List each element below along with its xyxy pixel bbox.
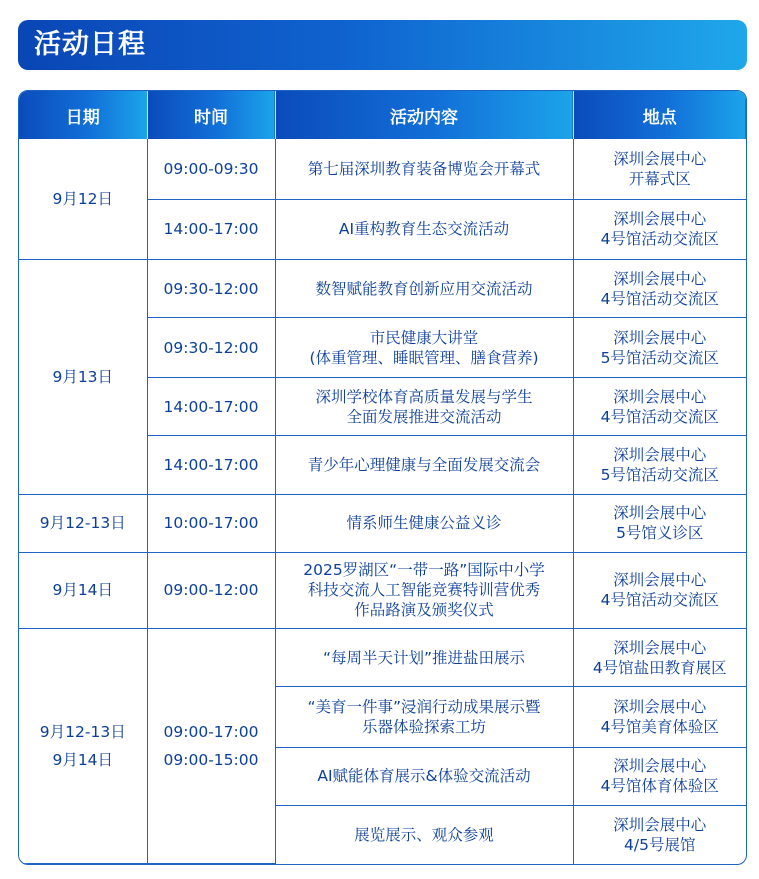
table-row (19, 139, 746, 199)
venue-cell (573, 687, 746, 747)
venue-area: 4号馆体育体验区 (600, 777, 719, 796)
activity-cell (275, 378, 573, 436)
date-text: 9月14日 (52, 581, 114, 600)
activity-cell (275, 199, 573, 259)
date-text: 9月12日 (52, 189, 114, 208)
venue-name: 深圳会展中心 (613, 387, 707, 406)
activity-text: 科技交流人工智能竞赛特训营优秀 (307, 581, 541, 600)
venue-name: 深圳会展中心 (613, 571, 707, 590)
table-header-row (19, 91, 746, 139)
venue-name: 深圳会展中心 (613, 328, 707, 347)
venue-cell (573, 259, 746, 317)
schedule-table (19, 91, 746, 864)
venue-name: 深圳会展中心 (613, 149, 707, 168)
time-text: 14:00-17:00 (163, 456, 259, 475)
venue-cell (573, 378, 746, 436)
activity-text: (体重管理、睡眠管理、膳食营养) (309, 348, 539, 367)
date-text: 9月12-13日 (39, 723, 126, 742)
time-text: 10:00-17:00 (163, 514, 259, 533)
venue-cell (573, 436, 746, 494)
venue-area: 4/5号展馆 (624, 835, 696, 854)
time-text: 09:00-17:00 (163, 723, 259, 742)
time-cell (147, 199, 275, 259)
activity-cell (275, 139, 573, 199)
activity-cell (275, 318, 573, 378)
venue-name: 深圳会展中心 (613, 210, 707, 229)
venue-area: 5号馆活动交流区 (600, 466, 719, 485)
activity-text: 作品路演及颁奖仪式 (354, 601, 494, 620)
date-cell (19, 139, 147, 259)
activity-text: “美育一件事”浸润行动成果展示暨 (307, 697, 541, 716)
date-text: 9月14日 (52, 751, 114, 770)
section-banner (18, 20, 747, 70)
venue-cell (573, 552, 746, 628)
page-title: 活动日程 (34, 29, 146, 60)
venue-area: 5号馆活动交流区 (600, 348, 719, 367)
table-row (19, 552, 746, 628)
activity-text: 青少年心理健康与全面发展交流会 (307, 456, 541, 475)
time-cell (147, 629, 275, 864)
activity-cell (275, 805, 573, 863)
schedule-table-container (18, 90, 747, 865)
venue-cell (573, 318, 746, 378)
activity-text: 乐器体验探索工坊 (361, 717, 486, 736)
activity-cell (275, 259, 573, 317)
activity-text: 深圳学校体育高质量发展与学生 (315, 387, 533, 406)
time-cell (147, 436, 275, 494)
activity-text: 情系师生健康公益义诊 (346, 514, 502, 533)
venue-name: 深圳会展中心 (613, 697, 707, 716)
time-cell (147, 378, 275, 436)
time-cell (147, 552, 275, 628)
time-text: 14:00-17:00 (163, 397, 259, 416)
date-cell (19, 494, 147, 552)
venue-area: 4号馆活动交流区 (600, 591, 719, 610)
venue-area: 4号馆活动交流区 (600, 289, 719, 308)
activity-cell (275, 629, 573, 687)
venue-name: 深圳会展中心 (613, 269, 707, 288)
activity-text: 市民健康大讲堂 (369, 328, 479, 347)
activity-cell (275, 687, 573, 747)
activity-cell (275, 552, 573, 628)
venue-cell (573, 139, 746, 199)
date-cell (19, 629, 147, 864)
activity-cell (275, 494, 573, 552)
time-text: 09:00-15:00 (163, 751, 259, 770)
venue-cell (573, 494, 746, 552)
activity-text: 2025罗湖区“一带一路”国际中小学 (303, 561, 545, 580)
time-cell (147, 259, 275, 317)
date-text: 9月12-13日 (39, 514, 126, 533)
venue-cell (573, 805, 746, 863)
venue-name: 深圳会展中心 (613, 757, 707, 776)
date-text: 9月13日 (52, 367, 114, 386)
venue-area: 5号馆义诊区 (616, 524, 704, 543)
activity-cell (275, 436, 573, 494)
activity-text: AI重构教育生态交流活动 (338, 220, 510, 239)
time-text: 09:30-12:00 (163, 338, 259, 357)
venue-area: 4号馆活动交流区 (600, 407, 719, 426)
date-cell (19, 552, 147, 628)
activity-text: “每周半天计划”推进盐田展示 (322, 648, 526, 667)
venue-name: 深圳会展中心 (613, 446, 707, 465)
venue-cell (573, 747, 746, 805)
time-cell (147, 318, 275, 378)
date-cell (19, 259, 147, 494)
table-row (19, 629, 746, 687)
time-cell (147, 494, 275, 552)
table-row (19, 259, 746, 317)
time-text: 14:00-17:00 (163, 220, 259, 239)
venue-name: 深圳会展中心 (613, 504, 707, 523)
venue-cell (573, 199, 746, 259)
venue-area: 开幕式区 (628, 169, 691, 188)
activity-text: 第七届深圳教育装备博览会开幕式 (307, 159, 541, 178)
venue-cell (573, 629, 746, 687)
activity-text: 展览展示、观众参观 (354, 825, 494, 844)
venue-area: 4号馆盐田教育展区 (592, 658, 727, 677)
venue-name: 深圳会展中心 (613, 815, 707, 834)
time-text: 09:00-12:00 (163, 581, 259, 600)
time-cell (147, 139, 275, 199)
time-text: 09:00-09:30 (163, 159, 259, 178)
activity-text: 数智赋能教育创新应用交流活动 (315, 279, 533, 298)
column-header-time: 时间 (147, 91, 275, 139)
table-row (19, 494, 746, 552)
column-header-date: 日期 (19, 91, 147, 139)
time-text: 09:30-12:00 (163, 279, 259, 298)
venue-area: 4号馆美育体验区 (600, 717, 719, 736)
venue-area: 4号馆活动交流区 (600, 230, 719, 249)
activity-text: AI赋能体育展示&体验交流活动 (317, 767, 531, 786)
column-header-venue: 地点 (573, 91, 746, 139)
activity-cell (275, 747, 573, 805)
activity-text: 全面发展推进交流活动 (346, 407, 502, 426)
column-header-activity: 活动内容 (275, 91, 573, 139)
venue-name: 深圳会展中心 (613, 638, 707, 657)
